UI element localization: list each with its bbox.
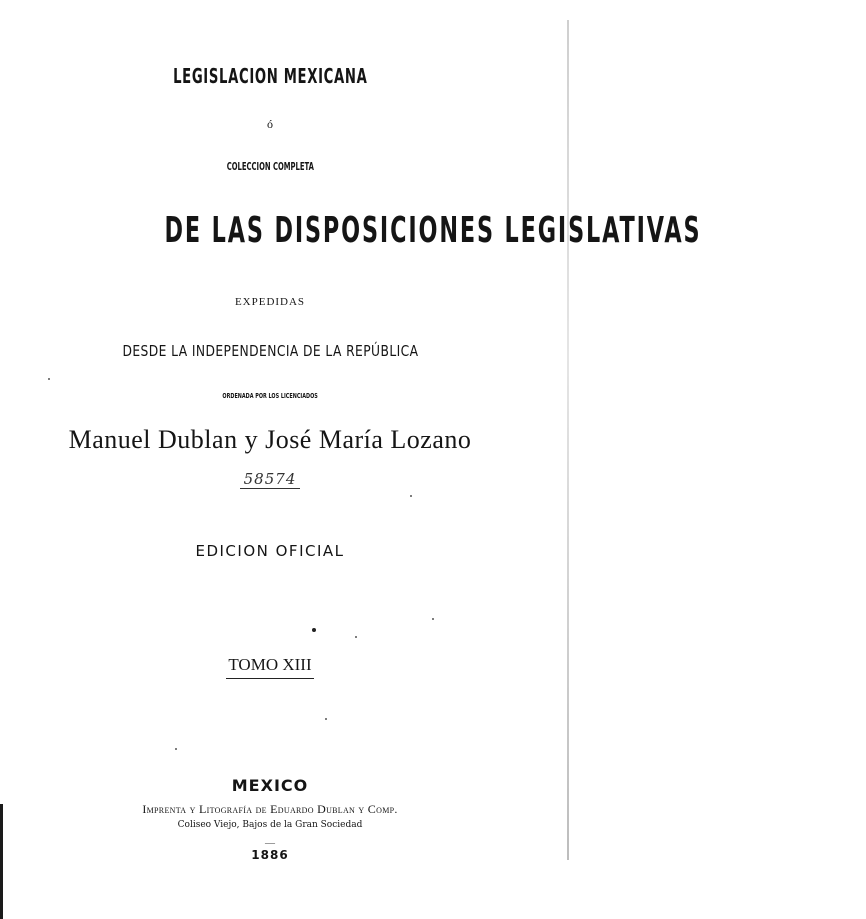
imprint-year: 1886	[251, 848, 289, 862]
print-speck	[432, 618, 434, 620]
since-line	[0, 342, 540, 360]
print-speck	[312, 628, 316, 632]
handwritten-number-text: 58574	[240, 470, 301, 489]
imprint-rule: —	[265, 838, 275, 849]
book-title	[0, 64, 540, 88]
main-title-text: DE LAS DISPOSICIONES LEGISLATIVAS	[164, 210, 702, 251]
conjunction: ó	[267, 117, 273, 131]
handwritten-number	[0, 470, 540, 488]
imprint-city: MEXICO	[231, 776, 309, 795]
collection-subtitle	[0, 160, 540, 173]
main-title	[0, 210, 702, 251]
authors: Manuel Dublan y José María Lozano	[68, 425, 472, 454]
ordered-by-line	[0, 392, 540, 400]
page-edge-shadow	[567, 20, 569, 860]
since-line-text: DESDE LA INDEPENDENCIA DE LA REPÚBLICA	[122, 342, 418, 360]
book-title-text: LEGISLACION MEXICANA	[172, 64, 368, 88]
ordered-by-text: ORDENADA POR LOS LICENCIADOS	[222, 392, 318, 400]
volume-label	[0, 655, 540, 679]
edition-label: EDICION OFICIAL	[195, 542, 345, 560]
imprint-printer: Imprenta y Litografía de Eduardo Dublan y Comp.	[142, 802, 398, 816]
print-speck	[410, 495, 412, 497]
print-speck	[48, 378, 50, 380]
issued-label: EXPEDIDAS	[234, 296, 306, 308]
print-speck	[175, 748, 177, 750]
print-speck	[325, 718, 327, 720]
imprint-address: Coliseo Viejo, Bajos de la Gran Sociedad	[177, 820, 363, 830]
collection-subtitle-text: COLECCION COMPLETA	[226, 160, 314, 173]
volume-label-text: TOMO XIII	[226, 655, 313, 679]
print-speck	[355, 636, 357, 638]
